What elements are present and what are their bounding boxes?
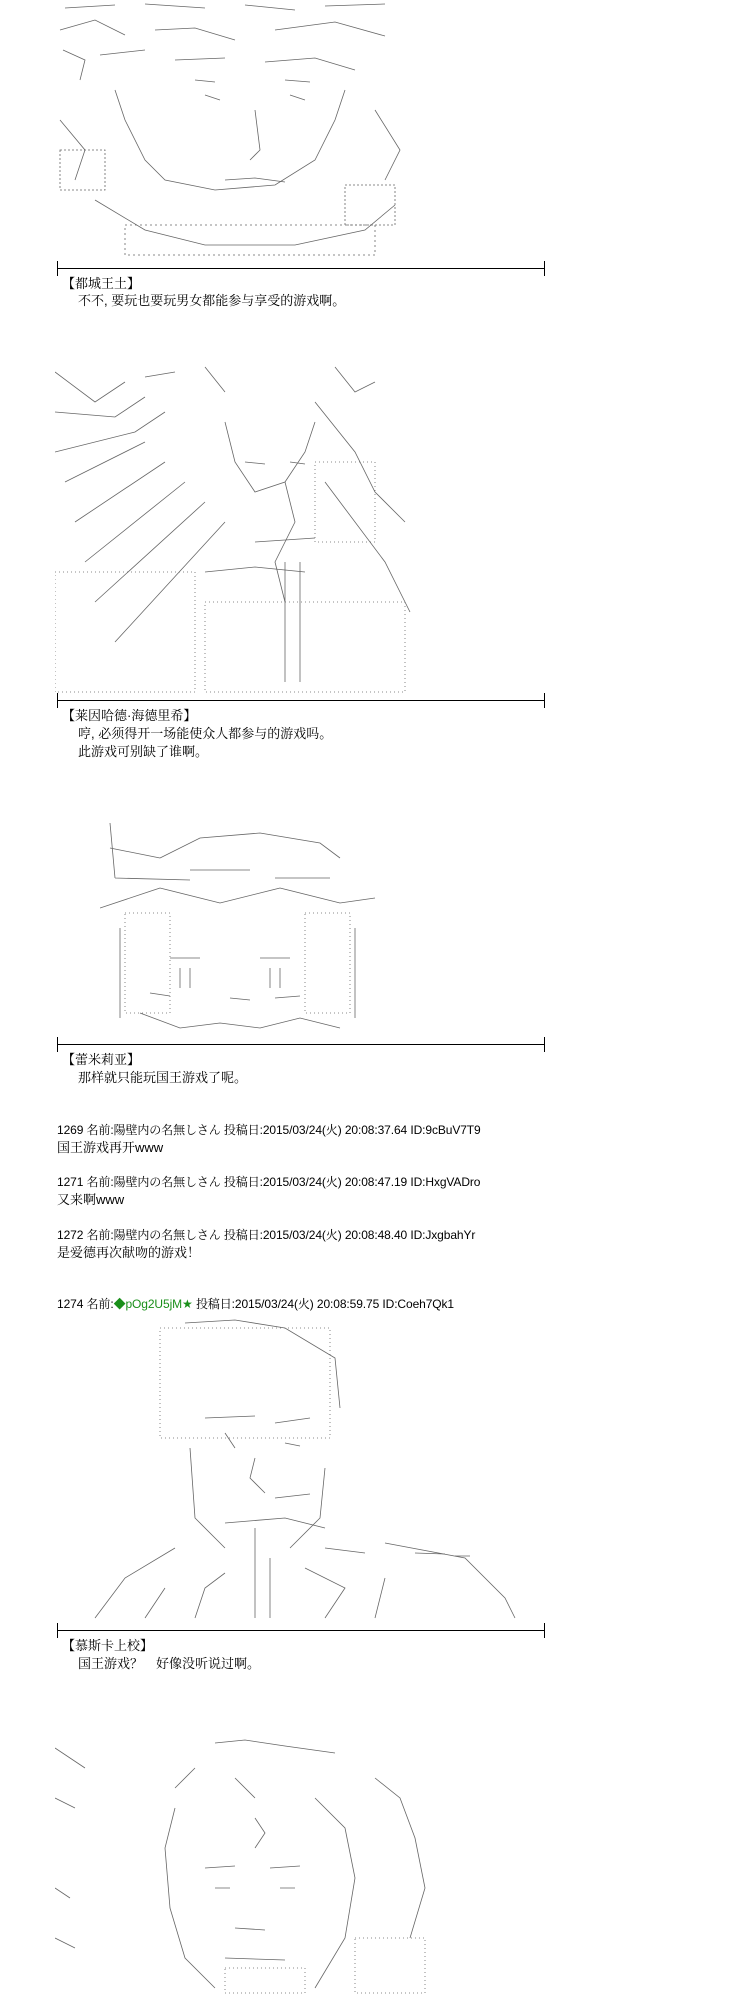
trip-code: ◆pOg2U5jM: [113, 1297, 183, 1311]
post-header: 1271 名前:陽壁内の名無しさん 投稿日:2015/03/24(火) 20:08:47.19 ID:HxgVADro: [57, 1175, 481, 1189]
divider-4: [57, 1630, 545, 1631]
divider-2: [57, 700, 545, 701]
dialogue-line: 不不, 要玩也要玩男女都能参与享受的游戏啊。: [78, 293, 346, 308]
dialogue-line: 那样就只能玩国王游戏了呢。: [78, 1070, 248, 1085]
post-body: 是爱德再次献吻的游戏！: [57, 1245, 201, 1260]
post-body: 又来啊www: [57, 1192, 125, 1207]
speaker-name: 【慕斯卡上校】: [62, 1638, 154, 1653]
post-header: 1269 名前:陽壁内の名無しさん 投稿日:2015/03/24(火) 20:08:37.64 ID:9cBuV7T9: [57, 1123, 481, 1137]
post-header: 1272 名前:陽壁内の名無しさん 投稿日:2015/03/24(火) 20:08:48.40 ID:JxgbahYr: [57, 1228, 476, 1242]
post-header-1274: [57, 1297, 454, 1312]
post-body: 国王游戏再开www: [57, 1140, 164, 1155]
speaker-name: 【都城王土】: [62, 276, 141, 291]
speaker-name: 【蕾米莉亚】: [62, 1052, 141, 1067]
dialogue-line: 此游戏可别缺了谁啊。: [78, 744, 209, 759]
ascii-art-portrait-4: [85, 1318, 525, 1624]
star-icon: ★: [182, 1297, 193, 1311]
post-meta: 投稿日:2015/03/24(火) 20:08:59.75 ID:Coeh7Qk1: [192, 1297, 455, 1311]
dialogue-line: 国王游戏？ 好像没听说过啊。: [78, 1656, 261, 1671]
ascii-art-portrait-3: [100, 818, 380, 1036]
ascii-art-portrait-5: [55, 1738, 435, 2000]
divider-1: [57, 268, 545, 269]
post-number: 1274 名前:: [57, 1297, 114, 1311]
dialogue-line: 哼, 必须得开一场能使众人都参与的游戏吗。: [78, 726, 333, 741]
ascii-art-portrait-2: [55, 362, 415, 694]
speaker-name: 【莱因哈德·海德里希】: [62, 708, 197, 723]
divider-3: [57, 1044, 545, 1045]
ascii-art-portrait-1: [55, 0, 415, 262]
